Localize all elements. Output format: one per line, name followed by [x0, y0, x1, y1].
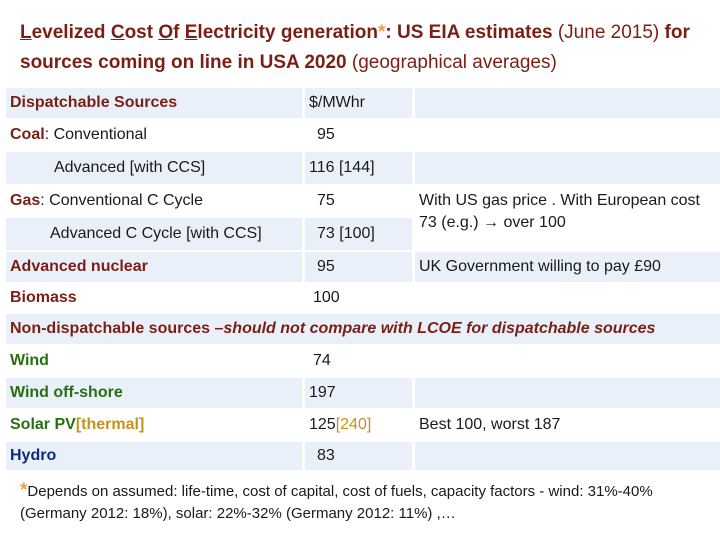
- coal-conventional-note: [415, 120, 720, 150]
- biomass-note: [415, 284, 720, 312]
- nondispatchable-lead: Non-dispatchable sources –: [10, 320, 224, 337]
- footnote-asterisk: *: [20, 480, 28, 501]
- gas-conventional-value: 75: [305, 186, 412, 216]
- coal-conventional-text: : Conventional: [44, 126, 147, 143]
- hydro-value: 83: [305, 442, 412, 470]
- biomass-value: 100: [305, 284, 412, 312]
- solar-note: Best 100, worst 187: [415, 410, 720, 440]
- gas-conventional-text: : Conventional C Cycle: [40, 192, 203, 209]
- coal-conventional-label: [6, 120, 302, 150]
- wind-offshore-note: [415, 378, 720, 408]
- coal-advanced-note: [415, 152, 720, 184]
- solar-thermal-value: [240]: [335, 416, 372, 433]
- solar-label: [6, 410, 302, 440]
- title-word: f: [173, 22, 185, 43]
- nuclear-note: UK Government willing to pay £90: [415, 252, 720, 282]
- title-asterisk: *: [377, 22, 386, 43]
- gas-advanced-label: Advanced C Cycle [with CCS]: [6, 218, 302, 250]
- title-initial-e: E: [184, 22, 198, 43]
- gas-conventional-label: [6, 186, 302, 216]
- hydro-note: [415, 442, 720, 470]
- footnote: [20, 480, 710, 525]
- table-row-coal-advanced: [6, 152, 720, 184]
- title-source: : US EIA estimates: [385, 22, 553, 43]
- title-initial-l: L: [20, 22, 32, 43]
- title-date: (June 2015): [552, 22, 660, 43]
- solar-thermal-text: [thermal]: [75, 416, 145, 433]
- title-initial-c: C: [110, 22, 125, 43]
- header-dispatchable-label: Dispatchable Sources: [6, 88, 302, 118]
- gas-price-note: With US gas price . With European cost 73 (e.g.) → over 100: [415, 186, 720, 250]
- slide-title: [20, 18, 710, 78]
- table-header-row: [6, 88, 720, 118]
- title-scope: for sources coming on line in USA 2020: [20, 22, 690, 73]
- hydro-label: Hydro: [6, 442, 302, 470]
- wind-label: Wind: [6, 346, 302, 376]
- coal-conventional-value: 95: [305, 120, 412, 150]
- table-row-hydro: [6, 442, 720, 470]
- gas-prefix: Gas: [10, 192, 41, 209]
- table-row-nuclear: [6, 252, 720, 282]
- solar-pv-value: 125: [309, 416, 336, 433]
- nondispatchable-heading: [6, 314, 720, 344]
- coal-advanced-value: 116 [144]: [305, 152, 412, 184]
- wind-offshore-value: 197: [305, 378, 412, 408]
- table-row-coal-conventional: [6, 120, 720, 150]
- table-row-gas-advanced: [6, 218, 720, 250]
- title-word: evelized: [31, 22, 111, 43]
- solar-value: [305, 410, 412, 440]
- table-row-biomass: [6, 284, 720, 312]
- nuclear-value: 95: [305, 252, 412, 282]
- nondispatchable-caveat: should not compare with LCOE for dispatchable sources: [223, 320, 656, 337]
- table-row-nondispatchable: [6, 314, 720, 344]
- coal-advanced-label: Advanced [with CCS]: [6, 152, 302, 184]
- wind-offshore-label: Wind off-shore: [6, 378, 302, 408]
- footnote-text: Depends on assumed: life-time, cost of capital, cost of fuels, capacity factors - wind: 31%-40% (Germany 2012: 18%), solar: 22%-32% (Germany 2012: 11%) ,…: [20, 483, 653, 522]
- title-word: lectricity generation: [197, 22, 378, 43]
- title-initial-o: O: [158, 22, 174, 43]
- table-row-solar: [6, 410, 720, 440]
- header-note: [415, 88, 720, 118]
- table-row-wind-offshore: [6, 378, 720, 408]
- gas-advanced-value: 73 [100]: [305, 218, 412, 250]
- table-row-gas-conventional: [6, 186, 720, 216]
- title-averages: (geographical averages): [346, 52, 557, 73]
- table-row-wind: [6, 346, 720, 376]
- wind-value: 74: [305, 346, 412, 376]
- biomass-label: Biomass: [6, 284, 302, 312]
- header-unit: $/MWhr: [305, 88, 412, 118]
- wind-note: [415, 346, 720, 376]
- solar-pv-text: Solar PV: [10, 416, 76, 433]
- coal-prefix: Coal: [10, 126, 45, 143]
- nuclear-label: Advanced nuclear: [6, 252, 302, 282]
- title-word: ost: [124, 22, 159, 43]
